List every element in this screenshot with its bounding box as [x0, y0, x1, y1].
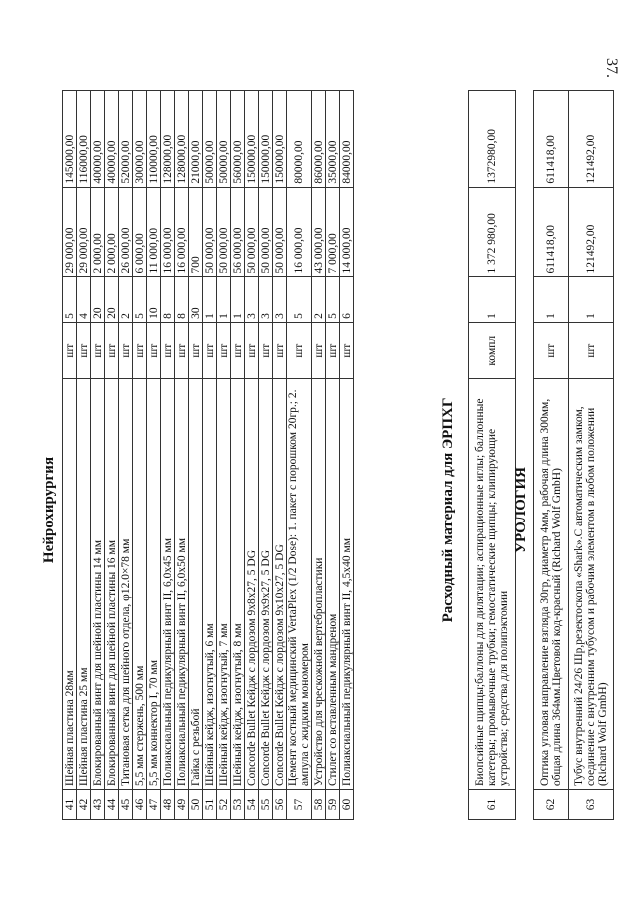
table-row	[217, 91, 231, 820]
quantity-cell: 10	[147, 277, 161, 322]
price-cell: 6 000,00	[133, 187, 147, 277]
table-row	[91, 91, 105, 820]
item-name: Concorde Bullet Кейдж с лордозом 9x8x27, 5 DG	[245, 379, 259, 790]
quantity-cell: 5	[63, 277, 77, 322]
quantity-cell: 3	[273, 277, 287, 322]
total-cell: 21000,00	[189, 91, 203, 188]
item-name: Полиаксиальный педикулярный винт II, 4,5x40 мм	[340, 379, 354, 790]
total-cell: 121492,00	[569, 91, 614, 188]
item-name: Шейный кейдж, изогнутый, 7 мм	[217, 379, 231, 790]
unit-cell: шт	[245, 322, 259, 379]
table-row	[469, 91, 516, 820]
section-title-urology: УРОЛОГИЯ	[513, 467, 529, 553]
total-cell: 150000,00	[245, 91, 259, 188]
table-row	[147, 91, 161, 820]
unit-cell: шт	[231, 322, 245, 379]
unit-cell: шт	[273, 322, 287, 379]
item-name: Шейная пластина 25 мм	[77, 379, 91, 790]
row-number: 60	[340, 790, 354, 820]
quantity-cell: 1	[534, 277, 569, 322]
total-cell: 110000,00	[147, 91, 161, 188]
unit-cell: шт	[203, 322, 217, 379]
item-name: Стилет со вставленным мандреном	[326, 379, 340, 790]
item-name: Гайка с резьбой	[189, 379, 203, 790]
quantity-cell: 5	[287, 277, 312, 322]
table-row	[340, 91, 354, 820]
total-cell: 35000,00	[326, 91, 340, 188]
unit-cell: шт	[287, 322, 312, 379]
quantity-cell: 8	[175, 277, 189, 322]
price-cell: 50 000,00	[259, 187, 273, 277]
price-cell: 611418,00	[534, 187, 569, 277]
price-cell: 50 000,00	[245, 187, 259, 277]
item-name: Блокированный винт для шейной пластины 16 мм	[105, 379, 119, 790]
price-cell: 7 000,00	[326, 187, 340, 277]
item-name: Concorde Bullet Кейдж с лордозом 9x9x27, 5 DG	[259, 379, 273, 790]
rotated-document-content	[38, 30, 618, 870]
total-cell: 40000,00	[91, 91, 105, 188]
item-name: Тубус внутренний 24/26 Шр,резектоскопа «Shark».С автоматическим замком, соединение с внутренним тубусом и рабочим элементом в любом положении (Richard Wolf GmbH)	[569, 379, 614, 790]
urology-table	[533, 90, 614, 820]
quantity-cell: 3	[259, 277, 273, 322]
table-row	[133, 91, 147, 820]
total-cell: 116000,00	[77, 91, 91, 188]
table-row	[77, 91, 91, 820]
quantity-cell: 1	[469, 277, 516, 322]
row-number: 48	[161, 790, 175, 820]
price-cell: 29 000,00	[63, 187, 77, 277]
price-cell: 16 000,00	[287, 187, 312, 277]
quantity-cell: 1	[217, 277, 231, 322]
unit-cell: шт	[63, 322, 77, 379]
table-row	[105, 91, 119, 820]
item-name: 5,5 мм коннектор I, 70 мм	[147, 379, 161, 790]
item-name: Concorde Bullet Кейдж с лордозом 9x10x27, 5 DG	[273, 379, 287, 790]
item-name: Биопсийные щипцы;баллоны для дилятации; аспирационные иглы; баллонные катетеры; промывочные трубки; гемостатические щипцы; клипирующие устройства; средства для полипэктомии	[469, 379, 516, 790]
total-cell: 1372980,00	[469, 91, 516, 188]
price-cell: 14 000,00	[340, 187, 354, 277]
erpch-table	[468, 90, 516, 820]
table-row	[326, 91, 340, 820]
unit-cell: шт	[312, 322, 326, 379]
price-cell: 2 000,00	[91, 187, 105, 277]
row-number: 55	[259, 790, 273, 820]
quantity-cell: 20	[105, 277, 119, 322]
unit-cell: шт	[119, 322, 133, 379]
unit-cell: шт	[133, 322, 147, 379]
table-row	[569, 91, 614, 820]
total-cell: 128000,00	[175, 91, 189, 188]
price-cell: 11 000,00	[147, 187, 161, 277]
item-name: Оптика угловая направление взгляда 30гр, диаметр 4мм, рабочая длина 300мм, общая длина 364мм.Цветовой код-красный (Richard Wolf GmbH)	[534, 379, 569, 790]
row-number: 53	[231, 790, 245, 820]
section-title-erpch: Расходный материал для ЭРПХГ	[440, 397, 456, 623]
quantity-cell: 4	[77, 277, 91, 322]
total-cell: 50000,00	[203, 91, 217, 188]
table-row	[287, 91, 312, 820]
quantity-cell: 8	[161, 277, 175, 322]
total-cell: 40000,00	[105, 91, 119, 188]
table-row	[161, 91, 175, 820]
item-name: Цемент костный медицинский VertaPlex (1/2 Dose): 1. пакет с порошком 20гр.; 2. ампула с жидким мономером	[287, 379, 312, 790]
unit-cell: шт	[259, 322, 273, 379]
item-name: Титановая сетка для шейного отдела, φ12.0×78 мм	[119, 379, 133, 790]
table-row	[312, 91, 326, 820]
item-name: Блокированный винт для шейной пластины 14 мм	[91, 379, 105, 790]
price-cell: 121492,00	[569, 187, 614, 277]
row-number: 43	[91, 790, 105, 820]
unit-cell: шт	[175, 322, 189, 379]
total-cell: 145000,00	[63, 91, 77, 188]
row-number: 59	[326, 790, 340, 820]
unit-cell: шт	[189, 322, 203, 379]
row-number: 49	[175, 790, 189, 820]
total-cell: 128000,00	[161, 91, 175, 188]
quantity-cell: 2	[119, 277, 133, 322]
quantity-cell: 30	[189, 277, 203, 322]
table-row	[203, 91, 217, 820]
row-number: 56	[273, 790, 287, 820]
total-cell: 150000,00	[273, 91, 287, 188]
total-cell: 84000,00	[340, 91, 354, 188]
item-name: Шейная пластина 28мм	[63, 379, 77, 790]
quantity-cell: 5	[133, 277, 147, 322]
item-name: Шейный кейдж, изогнутый, 8 мм	[231, 379, 245, 790]
unit-cell: шт	[534, 322, 569, 379]
price-cell: 43 000,00	[312, 187, 326, 277]
unit-cell: шт	[326, 322, 340, 379]
unit-cell: компл	[469, 322, 516, 379]
row-number: 46	[133, 790, 147, 820]
item-name: Устройство для чрескожной вертебропластики	[312, 379, 326, 790]
unit-cell: шт	[105, 322, 119, 379]
table-row	[63, 91, 77, 820]
unit-cell: шт	[217, 322, 231, 379]
row-number: 54	[245, 790, 259, 820]
row-number: 58	[312, 790, 326, 820]
table-row	[259, 91, 273, 820]
unit-cell: шт	[91, 322, 105, 379]
unit-cell: шт	[147, 322, 161, 379]
section-title-neurosurgery: Нейрохирургия	[41, 456, 57, 564]
quantity-cell: 1	[203, 277, 217, 322]
price-cell: 29 000,00	[77, 187, 91, 277]
table-row	[534, 91, 569, 820]
quantity-cell: 2	[312, 277, 326, 322]
table-row	[175, 91, 189, 820]
row-number: 62	[534, 790, 569, 820]
table-row	[119, 91, 133, 820]
total-cell: 56000,00	[231, 91, 245, 188]
table-row	[273, 91, 287, 820]
unit-cell: шт	[161, 322, 175, 379]
row-number: 47	[147, 790, 161, 820]
table-row	[231, 91, 245, 820]
row-number: 42	[77, 790, 91, 820]
total-cell: 150000,00	[259, 91, 273, 188]
quantity-cell: 3	[245, 277, 259, 322]
page-number: 37.	[603, 58, 620, 78]
row-number: 45	[119, 790, 133, 820]
item-name: Полиаксиальный педикулярный винт II, 6,0x50 мм	[175, 379, 189, 790]
price-cell: 16 000,00	[175, 187, 189, 277]
item-name: Шейный кейдж, изогнутый, 6 мм	[203, 379, 217, 790]
price-cell: 1 372 980,00	[469, 187, 516, 277]
quantity-cell: 6	[340, 277, 354, 322]
price-cell: 50 000,00	[217, 187, 231, 277]
row-number: 57	[287, 790, 312, 820]
price-cell: 2 000,00	[105, 187, 119, 277]
item-name: Полиаксиальный педикулярный винт II, 6,0x45 мм	[161, 379, 175, 790]
total-cell: 52000,00	[119, 91, 133, 188]
total-cell: 80000,00	[287, 91, 312, 188]
quantity-cell: 20	[91, 277, 105, 322]
price-cell: 56 000,00	[231, 187, 245, 277]
total-cell: 50000,00	[217, 91, 231, 188]
total-cell: 86000,00	[312, 91, 326, 188]
row-number: 63	[569, 790, 614, 820]
quantity-cell: 1	[569, 277, 614, 322]
table-row	[245, 91, 259, 820]
price-cell: 50 000,00	[273, 187, 287, 277]
total-cell: 30000,00	[133, 91, 147, 188]
row-number: 50	[189, 790, 203, 820]
row-number: 51	[203, 790, 217, 820]
quantity-cell: 5	[326, 277, 340, 322]
price-cell: 16 000,00	[161, 187, 175, 277]
unit-cell: шт	[340, 322, 354, 379]
neurosurgery-table	[62, 90, 354, 820]
price-cell: 26 000,00	[119, 187, 133, 277]
row-number: 41	[63, 790, 77, 820]
row-number: 52	[217, 790, 231, 820]
row-number: 44	[105, 790, 119, 820]
unit-cell: шт	[77, 322, 91, 379]
quantity-cell: 1	[231, 277, 245, 322]
table-row	[189, 91, 203, 820]
row-number: 61	[469, 790, 516, 820]
total-cell: 611418,00	[534, 91, 569, 188]
price-cell: 700	[189, 187, 203, 277]
unit-cell: шт	[569, 322, 614, 379]
price-cell: 50 000,00	[203, 187, 217, 277]
item-name: 5,5 мм стержень, 500 мм	[133, 379, 147, 790]
